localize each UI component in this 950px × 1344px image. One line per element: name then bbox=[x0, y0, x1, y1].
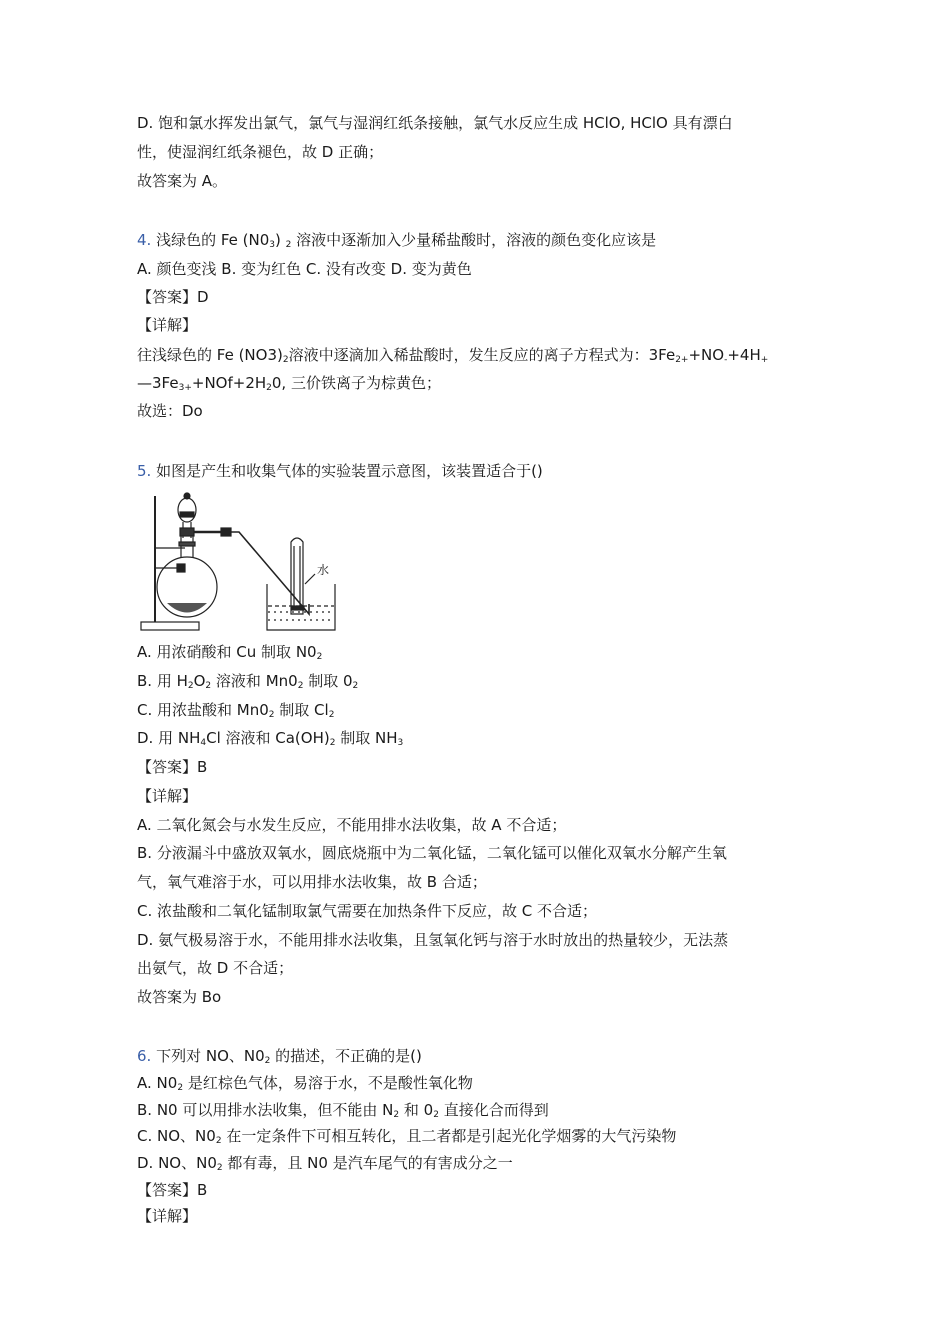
subscript: 2 bbox=[297, 681, 304, 691]
subscript: 3 bbox=[397, 738, 404, 748]
text: +4H bbox=[727, 346, 761, 364]
q4-explanation-line1 bbox=[137, 345, 768, 368]
text: D. NO、N0 bbox=[137, 1154, 217, 1172]
q4-number: 4. bbox=[137, 231, 152, 249]
subscript: 2 bbox=[316, 652, 323, 662]
subscript: 2 bbox=[205, 681, 212, 691]
q3-conclusion: 故答案为 A。 bbox=[137, 172, 228, 190]
q5-detail-label: 【详解】 bbox=[137, 787, 198, 805]
q5-conclusion: 故答案为 Bo bbox=[137, 988, 222, 1006]
q5-option-d bbox=[137, 728, 403, 751]
q6-number: 6. bbox=[137, 1047, 152, 1065]
q4-options: A. 颜色变浅 B. 变为红色 C. 没有改变 D. 变为黄色 bbox=[137, 260, 472, 278]
subscript: 2 bbox=[352, 681, 359, 691]
text: 往浅绿色的 Fe (NO3) bbox=[137, 346, 283, 364]
text: 制取 0 bbox=[303, 672, 353, 690]
text: 0, 三价铁离子为棕黄色； bbox=[271, 374, 441, 392]
q4-stem bbox=[137, 230, 656, 253]
subscript: 2 bbox=[328, 710, 335, 720]
text: 制取 NH bbox=[335, 729, 398, 747]
q5-explanation-c: C. 浓盐酸和二氧化锰制取氯气需要在加热条件下反应，故 C 不合适； bbox=[137, 902, 598, 920]
q5-number: 5. bbox=[137, 462, 152, 480]
q6-option-a bbox=[137, 1073, 473, 1096]
q5-option-a bbox=[137, 642, 322, 665]
q4-stem-part: 浅绿色的 Fe (N0 bbox=[151, 231, 270, 249]
superscript: + bbox=[760, 355, 769, 365]
q5-option-c bbox=[137, 700, 334, 723]
text: 在一定条件下可相互转化，且二者都是引起光化学烟雾的大气污染物 bbox=[221, 1127, 677, 1145]
text: 都有毒，且 N0 是汽车尾气的有害成分之一 bbox=[222, 1154, 513, 1172]
stand-base bbox=[141, 622, 199, 630]
text: D. 用 NH bbox=[137, 729, 201, 747]
q5-explanation-d-line1: D. 氨气极易溶于水，不能用排水法收集，且氢氧化钙与溶于水时放出的热量较少，无法蒸 bbox=[137, 931, 729, 949]
subscript: 2 bbox=[264, 1056, 271, 1066]
q5-answer: 【答案】B bbox=[137, 758, 208, 776]
subscript: 4 bbox=[200, 738, 207, 748]
text: C. 用浓盐酸和 Mn0 bbox=[137, 701, 269, 719]
text: 溶液中逐滴加入稀盐酸时，发生反应的离子方程式为：3Fe bbox=[288, 346, 676, 364]
subscript: 2 bbox=[285, 240, 292, 250]
text: O bbox=[193, 672, 206, 690]
q5-explanation-a: A. 二氧化氮会与水发生反应，不能用排水法收集，故 A 不合适； bbox=[137, 816, 567, 834]
subscript: 2 bbox=[187, 681, 194, 691]
rubber-stopper bbox=[180, 528, 194, 536]
superscript: 2+ bbox=[675, 355, 689, 365]
q6-detail-label: 【详解】 bbox=[137, 1207, 198, 1225]
subscript: 2 bbox=[433, 1110, 439, 1120]
superscript: - bbox=[724, 355, 728, 365]
q5-explanation-d-line2: 出氨气，故 D 不合适； bbox=[137, 959, 294, 977]
text: —3Fe bbox=[137, 374, 179, 392]
text: 下列对 NO、N0 bbox=[151, 1047, 265, 1065]
text: 是红棕色气体，易溶于水，不是酸性氧化物 bbox=[183, 1074, 473, 1092]
q3-option-d-line2: 性，使湿润红纸条褪色，故 D 正确； bbox=[137, 143, 384, 161]
gas-apparatus-figure bbox=[137, 488, 337, 636]
superscript: 3+ bbox=[178, 383, 192, 393]
subscript: 2 bbox=[215, 1136, 222, 1146]
text: A. 用浓硝酸和 Cu 制取 N0 bbox=[137, 643, 317, 661]
q6-option-b bbox=[137, 1100, 549, 1123]
subscript: 2 bbox=[282, 355, 289, 365]
q5-explanation-b-line2: 气，氧气难溶于水，可以用排水法收集，故 B 合适； bbox=[137, 873, 487, 891]
subscript: 2 bbox=[216, 1163, 223, 1173]
text: 制取 Cl bbox=[274, 701, 329, 719]
text: B. N0 可以用排水法收集，但不能由 N bbox=[137, 1101, 394, 1119]
q4-detail-label: 【详解】 bbox=[137, 316, 198, 334]
text: 的描述，不正确的是() bbox=[270, 1047, 422, 1065]
q6-stem bbox=[137, 1046, 422, 1069]
text: C. NO、N0 bbox=[137, 1127, 216, 1145]
text: 直接化合而得到 bbox=[438, 1101, 549, 1119]
water-label: 水 bbox=[317, 563, 330, 577]
q6-option-d bbox=[137, 1153, 513, 1176]
q6-option-c bbox=[137, 1126, 676, 1149]
subscript: 3 bbox=[269, 240, 276, 250]
q5-stem-text: 如图是产生和收集气体的实验装置示意图，该装置适合于() bbox=[151, 462, 543, 480]
subscript: 2 bbox=[268, 710, 275, 720]
q4-answer: 【答案】D bbox=[137, 288, 209, 306]
q3-option-d-line1: D. 饱和氯水挥发出氯气，氯气与湿润红纸条接触，氯气水反应生成 HClO, HClO 具有漂白 bbox=[137, 114, 733, 132]
q5-option-b bbox=[137, 671, 358, 694]
subscript: 2 bbox=[266, 383, 272, 393]
subscript: 2 bbox=[329, 738, 336, 748]
q4-explanation-line2 bbox=[137, 373, 441, 396]
subscript: 2 bbox=[177, 1083, 184, 1093]
text: A. N0 bbox=[137, 1074, 178, 1092]
q4-selection: 故选：Do bbox=[137, 402, 203, 420]
q4-stem-part: 溶液中逐渐加入少量稀盐酸时，溶液的颜色变化应该是 bbox=[291, 231, 657, 249]
separatory-funnel bbox=[178, 498, 196, 522]
text: +NO bbox=[688, 346, 725, 364]
q6-answer: 【答案】B bbox=[137, 1181, 208, 1199]
q5-explanation-b-line1: B. 分液漏斗中盛放双氧水，圆底烧瓶中为二氧化锰，二氧化锰可以催化双氧水分解产生氧 bbox=[137, 844, 727, 862]
text: 溶液和 Mn0 bbox=[211, 672, 298, 690]
text: B. 用 H bbox=[137, 672, 188, 690]
q5-stem bbox=[137, 461, 543, 481]
text: 和 0 bbox=[399, 1101, 434, 1119]
subscript: 2 bbox=[393, 1110, 400, 1120]
gas-collection-tube bbox=[291, 538, 303, 614]
text: Cl 溶液和 Ca(OH) bbox=[206, 729, 330, 747]
q4-stem-part: ) bbox=[275, 231, 286, 249]
text: +NOf+2H bbox=[191, 374, 267, 392]
